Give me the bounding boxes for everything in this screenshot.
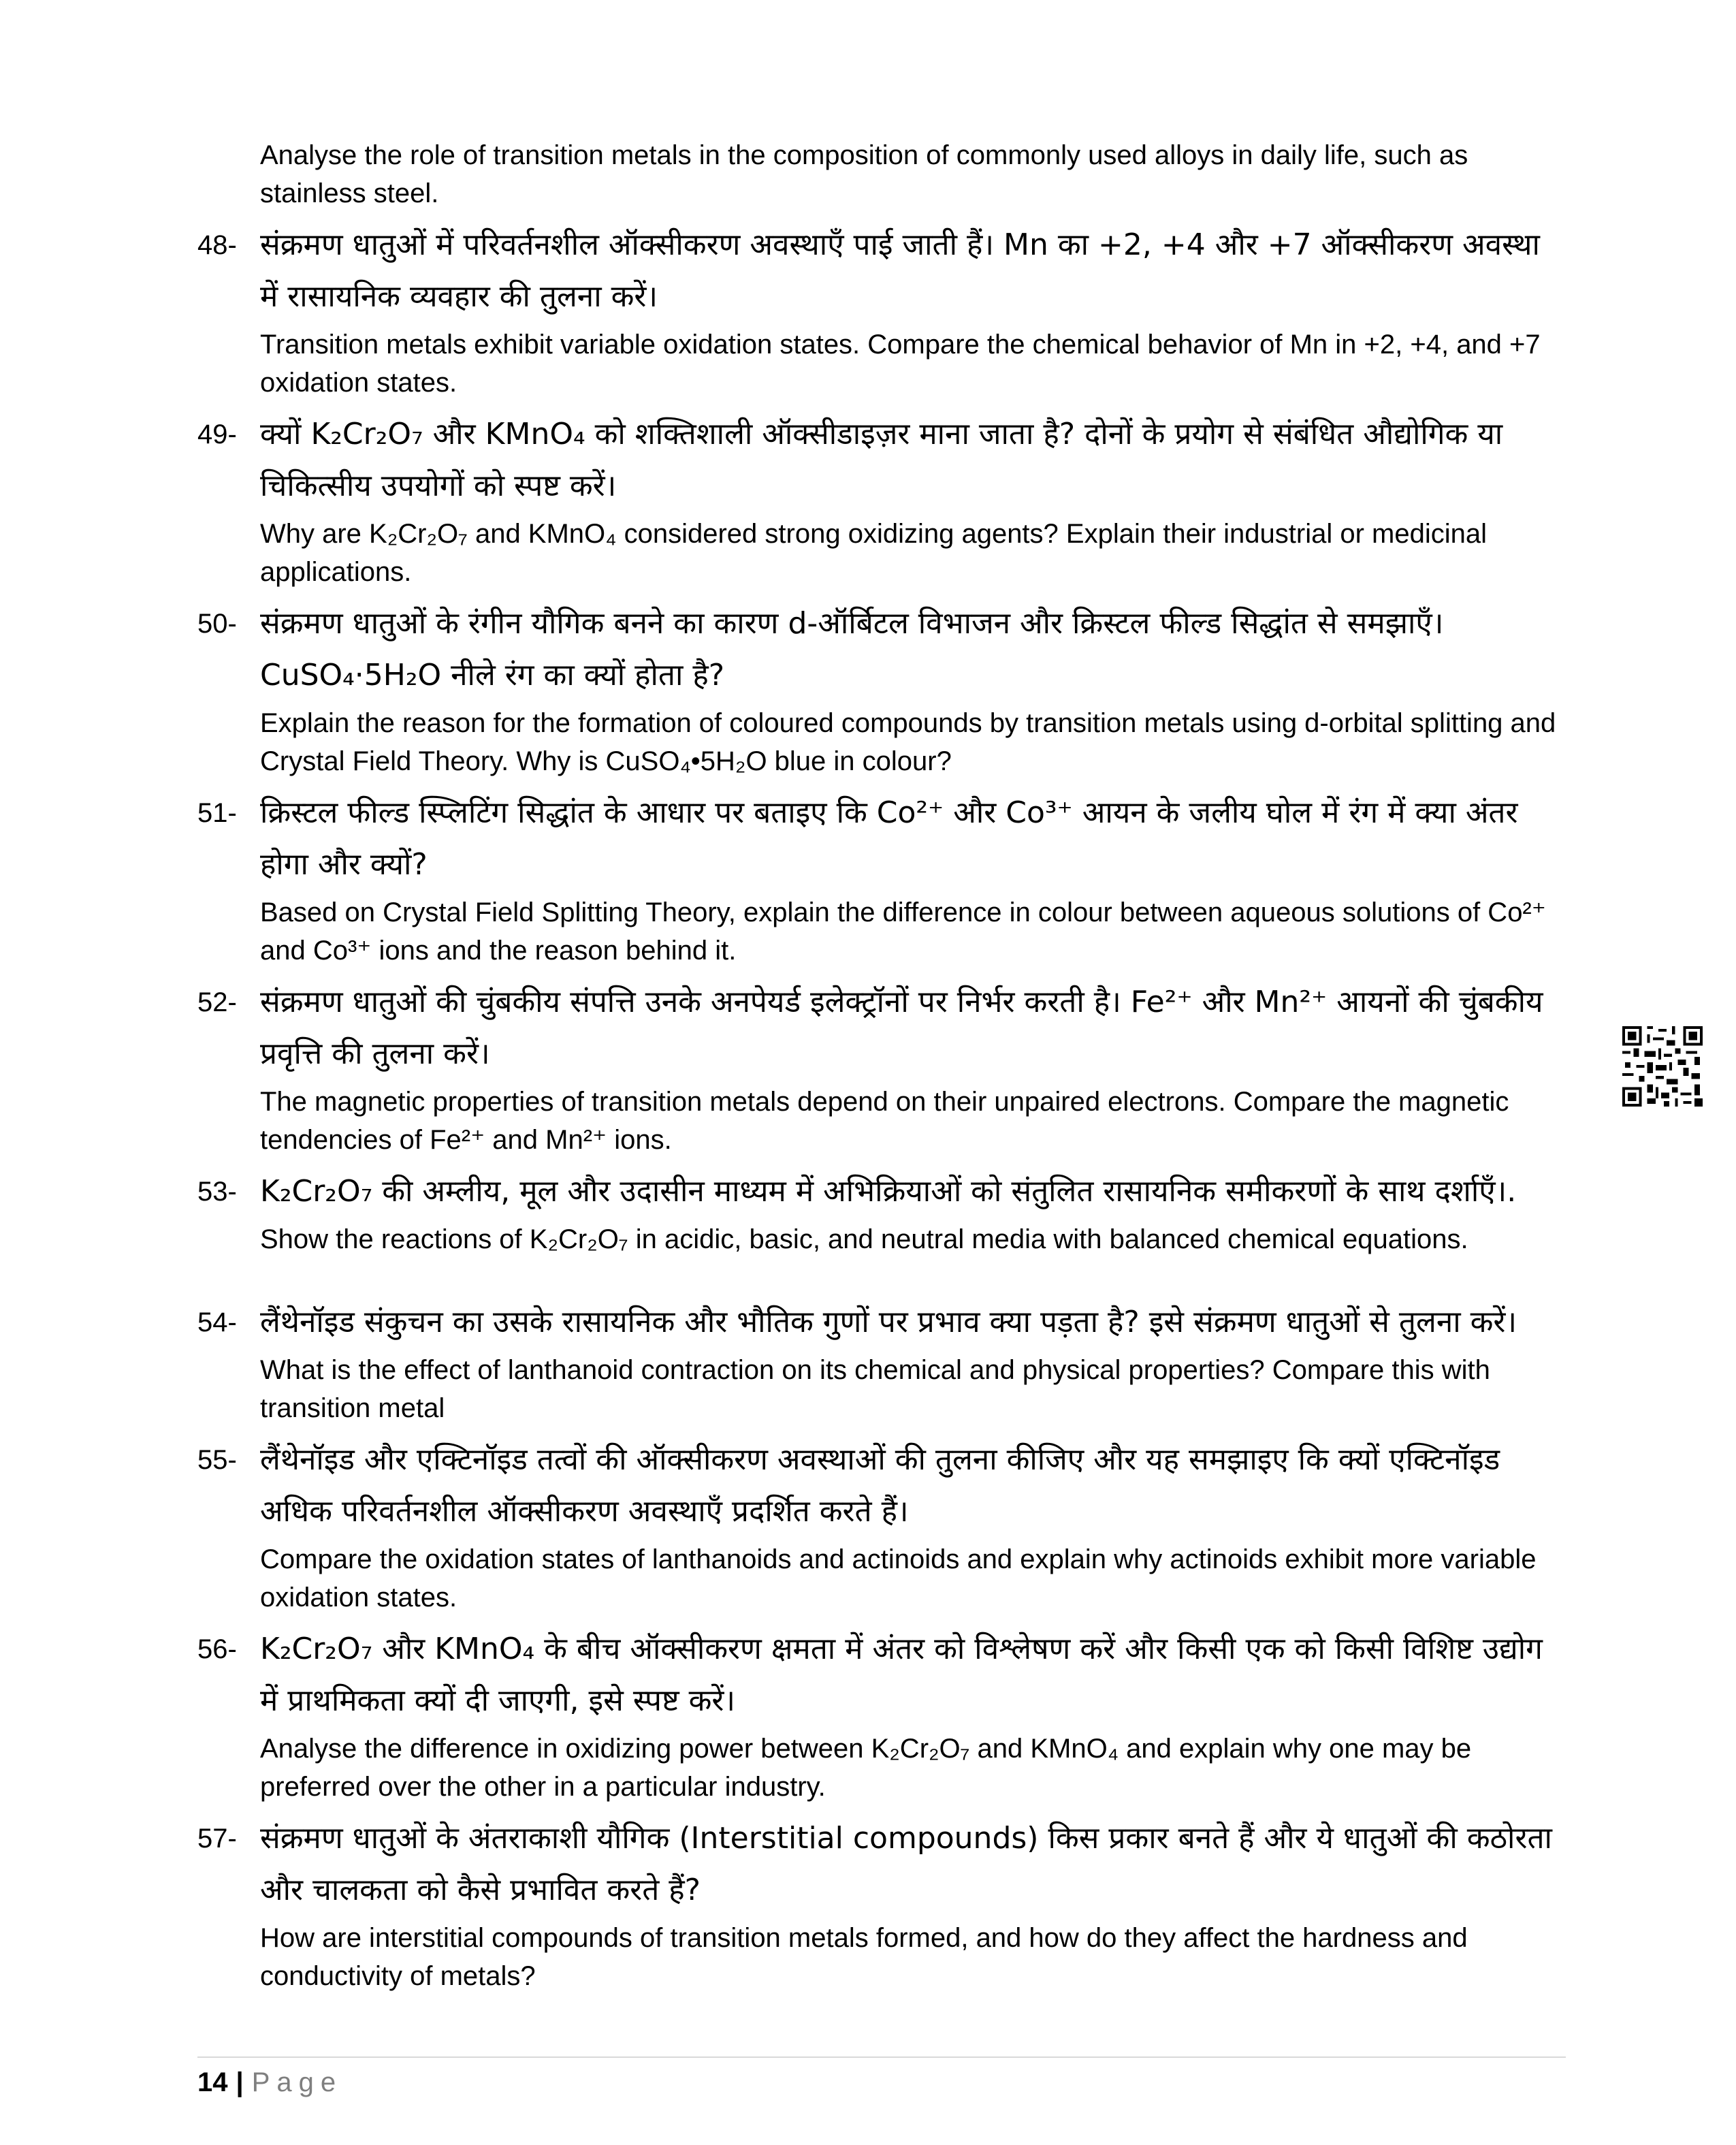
footer-separator: | [236, 2067, 244, 2097]
question-48 [197, 219, 1559, 402]
question-hindi: K₂Cr₂O₇ और KMnO₄ के बीच ऑक्सीकरण क्षमता में अंतर को विश्लेषण करें और किसी एक को किसी विशिष्ट उद्योग में प्राथमिकता क्यों दी जाएगी, इसे स्पष्ट करें। [260, 1632, 1543, 1718]
question-english: How are interstitial compounds of transition metals formed, and how do they affect the hardness and conductivity of metals? [260, 1923, 1468, 1991]
question-english: What is the effect of lanthanoid contraction on its chemical and physical properties? Compare this with transition metal [260, 1355, 1490, 1423]
qr-code-icon [1622, 1026, 1703, 1107]
question-hindi: क्रिस्टल फील्ड स्प्लिटिंग सिद्धांत के आधार पर बताइए कि Co²⁺ और Co³⁺ आयन के जलीय घोल में रंग में क्या अंतर होगा और क्यों? [260, 795, 1518, 882]
question-hindi: K₂Cr₂O₇ की अम्लीय, मूल और उदासीन माध्यम में अभिक्रियाओं को संतुलित रासायनिक समीकरणों के साथ दर्शाएँ।. [260, 1174, 1517, 1209]
question-number: 55- [197, 1445, 237, 1475]
question-hindi: लैंथेनॉइड और एक्टिनॉइड तत्वों की ऑक्सीकरण अवस्थाओं की तुलना कीजिए और यह समझाइए कि क्यों एक्टिनॉइड अधिक परिवर्तनशील ऑक्सीकरण अवस्थाएँ प्रदर्शित करते हैं। [260, 1442, 1500, 1529]
question-number: 56- [197, 1634, 237, 1664]
page-label: Page [251, 2067, 343, 2097]
question-51 [197, 787, 1559, 970]
page-footer [197, 2063, 342, 2101]
question-hindi: लैंथेनॉइड संकुचन का उसके रासायनिक और भौतिक गुणों पर प्रभाव क्या पड़ता है? इसे संक्रमण धातुओं से तुलना करें। [260, 1305, 1517, 1339]
question-hindi: संक्रमण धातुओं के रंगीन यौगिक बनने का कारण d-ऑर्बिटल विभाजन और क्रिस्टल फील्ड सिद्धांत से समझाएँ। CuSO₄·5H₂O नीले रंग का क्यों होता है? [260, 606, 1444, 693]
question-number: 53- [197, 1177, 237, 1207]
question-list [197, 136, 1559, 2002]
question-49 [197, 409, 1559, 591]
question-number: 54- [197, 1307, 237, 1337]
question-54 [197, 1297, 1559, 1427]
question-number: 50- [197, 609, 237, 639]
question-55 [197, 1434, 1559, 1617]
question-english: Analyse the difference in oxidizing power between K₂Cr₂O₇ and KMnO₄ and explain why one may be preferred over the other in a particular industry. [260, 1734, 1472, 1802]
question-number: 51- [197, 798, 237, 828]
question-english: Why are K₂Cr₂O₇ and KMnO₄ considered strong oxidizing agents? Explain their industrial or medicinal applications. [260, 519, 1487, 587]
question-english: Show the reactions of K₂Cr₂O₇ in acidic, basic, and neutral media with balanced chemical equations. [260, 1224, 1468, 1254]
question-number: 52- [197, 987, 237, 1017]
question-hindi: संक्रमण धातुओं की चुंबकीय संपत्ति उनके अनपेयर्ड इलेक्ट्रॉनों पर निर्भर करती है। Fe²⁺ और Mn²⁺ आयनों की चुंबकीय प्रवृत्ति की तुलना करें। [260, 985, 1543, 1071]
question-number: 49- [197, 419, 237, 449]
question-english: Compare the oxidation states of lanthanoids and actinoids and explain why actinoids exhibit more variable oxidation states. [260, 1544, 1537, 1612]
question-english: Based on Crystal Field Splitting Theory, explain the difference in colour between aqueous solutions of Co²⁺ and Co³⁺ ions and the reason behind it. [260, 897, 1546, 966]
question-hindi: संक्रमण धातुओं के अंतराकाशी यौगिक (Interstitial compounds) किस प्रकार बनते हैं और ये धातुओं की कठोरता और चालकता को कैसे प्रभावित करते हैं? [260, 1821, 1552, 1907]
question-hindi: संक्रमण धातुओं में परिवर्तनशील ऑक्सीकरण अवस्थाएँ पाई जाती हैं। Mn का +2, +4 और +7 ऑक्सीकरण अवस्था में रासायनिक व्यवहार की तुलना करें। [260, 227, 1540, 314]
intro-text: Analyse the role of transition metals in the composition of commonly used alloys in daily life, such as stainless steel. [260, 140, 1468, 208]
question-english: The magnetic properties of transition metals depend on their unpaired electrons. Compare the magnetic tendencies of Fe²⁺ and Mn²⁺ ions. [260, 1087, 1509, 1155]
qr-code-graphic [1622, 1026, 1703, 1107]
question-english: Transition metals exhibit variable oxidation states. Compare the chemical behavior of Mn in +2, +4, and +7 oxidation states. [260, 330, 1541, 398]
question-number: 57- [197, 1824, 237, 1854]
question-number: 48- [197, 230, 237, 260]
question-hindi: क्यों K₂Cr₂O₇ और KMnO₄ को शक्तिशाली ऑक्सीडाइज़र माना जाता है? दोनों के प्रयोग से संबंधित औद्योगिक या चिकित्सीय उपयोगों को स्पष्ट करें। [260, 417, 1503, 503]
question-57 [197, 1813, 1559, 1995]
page-number: 14 [197, 2067, 228, 2097]
question-english: Explain the reason for the formation of coloured compounds by transition metals using d-orbital splitting and Crystal Field Theory. Why is CuSO₄•5H₂O blue in colour? [260, 708, 1556, 776]
question-52 [197, 976, 1559, 1159]
question-56 [197, 1623, 1559, 1806]
footer-divider [197, 2056, 1566, 2058]
question-53 [197, 1166, 1559, 1258]
question-50 [197, 598, 1559, 780]
